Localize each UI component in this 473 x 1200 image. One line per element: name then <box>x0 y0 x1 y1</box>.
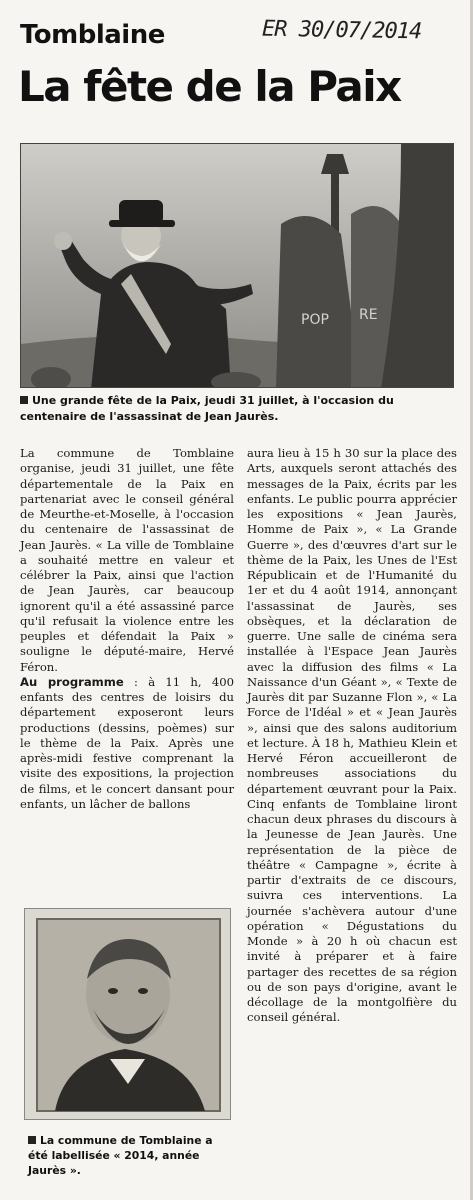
main-photo <box>20 143 454 388</box>
program-text: : à 11 h, 400 enfants des centres de loisirs du département exposeront leurs productions (dessins, poèmes) sur le thème de la Paix. Après une après-midi festive comprenant la visite des expositions, la projection de films, et le concert dansant pour enfants, un lâcher de ballons <box>20 674 235 811</box>
portrait-photo <box>24 908 231 1120</box>
photo-caption-text: Une grande fête de la Paix, jeudi 31 juillet, à l'occasion du centenaire de l'assassinat de Jean Jaurès. <box>20 394 394 423</box>
handwritten-date-note: ER 30/07/2014 <box>261 16 422 45</box>
program-lead: Au programme <box>20 674 124 689</box>
article-column-2 <box>247 446 457 1026</box>
svg-text:RE: RE <box>359 307 378 323</box>
photo-caption <box>20 393 454 425</box>
article-paragraph-program <box>20 675 234 812</box>
section-kicker: Tomblaine <box>20 20 165 50</box>
article-column-1 <box>20 446 234 812</box>
jaures-portrait-illustration <box>25 909 231 1120</box>
caption-bullet-icon <box>28 1136 36 1144</box>
portrait-caption-text: La commune de Tomblaine a été labellisée « 2014, année Jaurès ». <box>28 1134 213 1177</box>
svg-text:POP: POP <box>301 312 329 328</box>
headline: La fête de la Paix <box>18 62 401 111</box>
article-paragraph: La commune de Tomblaine organise, jeudi 31 juillet, une fête départementale de la Paix en partenariat avec le conseil général de Meurthe-et-Moselle, à l'occasion du centenaire de l'assassinat de Jean Jaurès. « La ville de Tomblaine a souhaité mettre en valeur et célébrer la Paix, ainsi que l'action de Jean Jaurès, car beaucoup ignorent qu'il a été assassiné parce qu'il refusait la violence entre les peuples et défendait la Paix » souligne le député-maire, Hervé Féron. <box>20 446 234 674</box>
article-paragraph-continued: aura lieu à 15 h 30 sur la place des Arts, auxquels seront attachés des messages de la Paix, écrits par les enfants. Le public pourra apprécier les expositions « Jean Jaurès, Homme de Paix », « La Grande Guerre », des d'œuvres d'art sur le thème de la Paix, les Unes de l'Est Républicain et de l'Humanité du 1er et du 4 août 1914, annonçant l'assassinat de Jaurès, ses obsèques, et la déclaration de guerre. Une salle de cinéma sera installée à l'Espace Jean Jaurès avec la diffusion des films « La Naissance d'un Géant », « Texte de Jaurès dit par Suzanne Flon », « La Force de l'Idéal » et « Jean Jaurès », ainsi que des salons auditorium et lecture. À 18 h, Mathieu Klein et Hervé Féron accueilleront de nombreuses associations du département œuvrant pour la Paix. Cinq enfants de Tomblaine liront chacun deux phrases du discours à la Jeunesse de Jean Jaurès. Une représentation de la pièce de théâtre « Campagne », écrite à partir d'extraits de ce discours, suivra ces interventions. La journée s'achèvera autour d'une opération « Dégustations du Monde » à 20 h où chacun est invité à préparer et à faire partager des recettes de sa région ou de son pays d'origine, avant le décollage de la montgolfière du conseil général. <box>247 446 457 1025</box>
orator-with-flags-illustration <box>21 144 454 388</box>
portrait-caption <box>28 1133 228 1178</box>
caption-bullet-icon <box>20 396 28 404</box>
